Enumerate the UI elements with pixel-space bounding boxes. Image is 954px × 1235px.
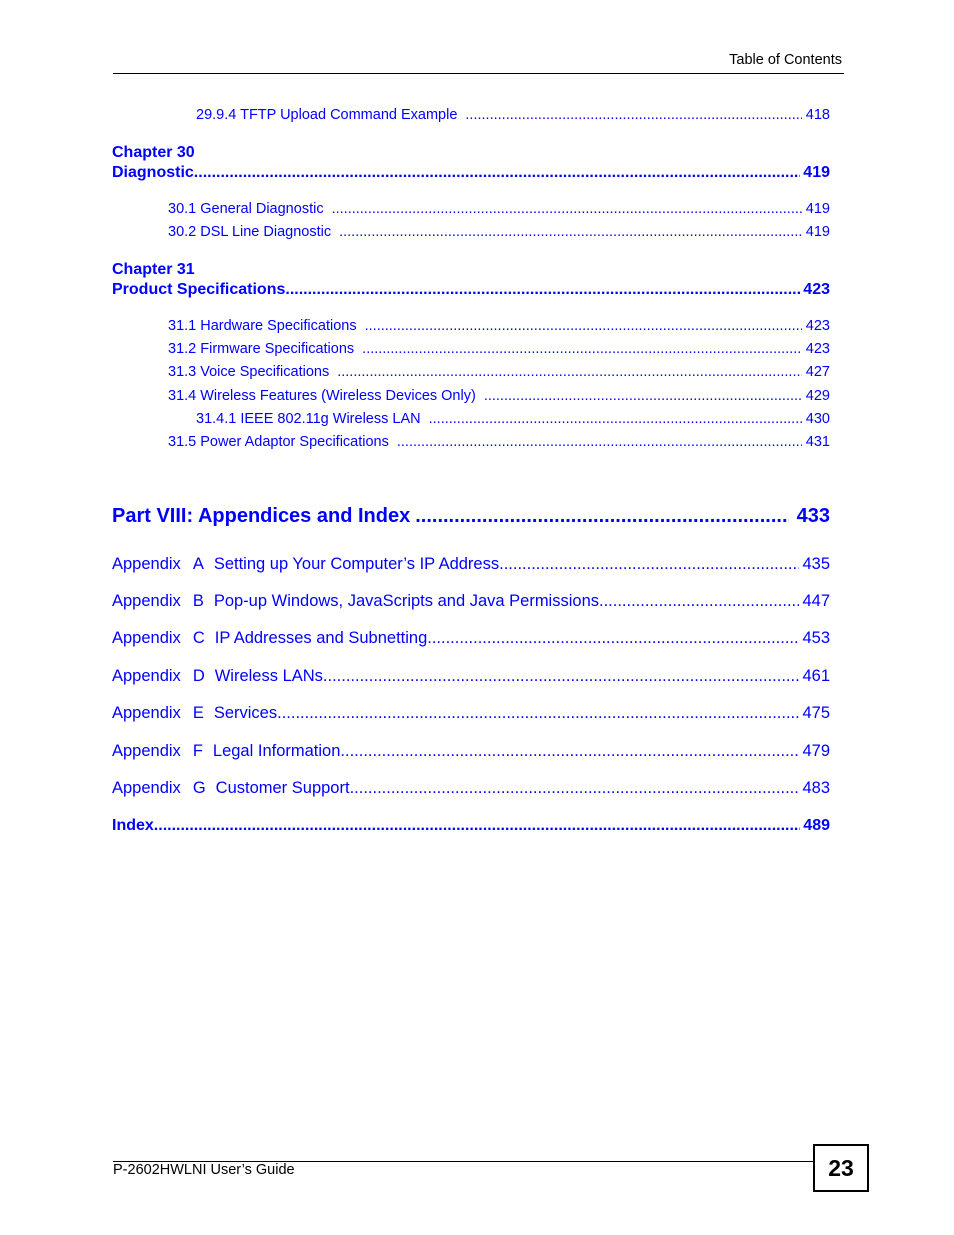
toc-page-number: 423 — [805, 318, 830, 334]
appendix-title: Legal Information — [212, 742, 341, 760]
toc-appendix-c[interactable] — [112, 629, 830, 648]
toc-entry-31-3[interactable] — [168, 364, 830, 380]
toc-entry-label: 31.4 Wireless Features (Wireless Devices Only) — [168, 388, 476, 404]
dot-leader — [154, 817, 801, 835]
toc-entry-label: 31.1 Hardware Specifications — [168, 318, 357, 334]
appendix-letter: A — [192, 555, 204, 573]
dot-leader — [362, 341, 802, 357]
appendix-letter: D — [192, 667, 205, 685]
toc-page-number: 461 — [802, 667, 830, 685]
toc-page-number: 435 — [802, 555, 830, 573]
dot-leader — [337, 364, 802, 380]
toc-part-8[interactable] — [112, 505, 830, 528]
toc-appendix-label — [112, 704, 277, 723]
dot-leader — [285, 281, 800, 299]
appendix-letter: C — [192, 629, 205, 647]
appendix-letter: G — [192, 779, 206, 797]
toc-entry-31-1[interactable] — [168, 318, 830, 334]
header-rule — [113, 73, 844, 74]
toc-appendix-d[interactable] — [112, 667, 830, 686]
toc-entry-label: 30.1 General Diagnostic — [168, 201, 324, 217]
toc-appendix-a[interactable] — [112, 555, 830, 574]
toc-entry-label: 30.2 DSL Line Diagnostic — [168, 224, 332, 240]
appendix-word: Appendix — [112, 555, 181, 573]
toc-entry-31-2[interactable] — [168, 341, 830, 357]
appendix-title: Wireless LANs — [214, 667, 323, 685]
toc-entry-30-1[interactable] — [168, 201, 830, 217]
toc-page-number: 483 — [802, 779, 830, 797]
toc-page-number: 418 — [805, 107, 830, 123]
chapter-31-label: Chapter 31 — [112, 261, 195, 278]
dot-leader — [350, 779, 800, 798]
toc-page-number: 427 — [805, 364, 830, 380]
dot-leader — [429, 411, 802, 427]
appendix-letter: B — [192, 592, 204, 610]
toc-appendix-label — [112, 742, 340, 761]
toc-appendix-f[interactable] — [112, 742, 830, 761]
toc-appendix-g[interactable] — [112, 779, 830, 798]
dot-leader — [340, 742, 799, 761]
toc-page-number: 430 — [805, 411, 830, 427]
toc-entry-label: 29.9.4 TFTP Upload Command Example — [196, 107, 458, 123]
dot-leader — [499, 555, 799, 574]
toc-page-number: 419 — [805, 224, 830, 240]
toc-entry-31-4-1[interactable] — [196, 411, 830, 427]
toc-entry-label: 31.4.1 IEEE 802.11g Wireless LAN — [196, 411, 421, 427]
page-number: 23 — [828, 1154, 854, 1181]
appendix-title: Services — [213, 704, 278, 722]
dot-leader — [323, 667, 800, 686]
toc-entry-31-5[interactable] — [168, 434, 830, 450]
toc-entry-label: 31.3 Voice Specifications — [168, 364, 330, 380]
toc-index[interactable] — [112, 817, 830, 835]
dot-leader — [465, 107, 801, 123]
dot-leader — [365, 318, 802, 334]
toc-appendix-label — [112, 555, 499, 574]
toc-entry-30-2[interactable] — [168, 224, 830, 240]
toc-appendix-label — [112, 592, 599, 611]
toc-chapter-30[interactable] — [112, 164, 830, 182]
toc-page-number: 423 — [805, 341, 830, 357]
toc-chapter-title: Diagnostic — [112, 164, 194, 181]
toc-page-number: 489 — [803, 817, 830, 834]
footer-guide-title: P-2602HWLNI User’s Guide — [113, 1162, 295, 1178]
toc-appendix-label — [112, 629, 427, 648]
toc-page-number: 475 — [802, 704, 830, 722]
dot-leader — [397, 434, 802, 450]
toc-page-number: 419 — [805, 201, 830, 217]
dot-leader — [599, 592, 799, 611]
appendix-word: Appendix — [112, 779, 181, 797]
appendix-title: IP Addresses and Subnetting — [214, 629, 428, 647]
dot-leader — [427, 629, 799, 648]
dot-leader — [332, 201, 802, 217]
appendix-title: Pop-up Windows, JavaScripts and Java Permissions — [213, 592, 599, 610]
page-number-box — [813, 1144, 869, 1192]
toc-appendix-label — [112, 779, 350, 798]
toc-entry-label: 31.2 Firmware Specifications — [168, 341, 355, 357]
toc-page-number: 419 — [803, 164, 830, 181]
toc-appendix-b[interactable] — [112, 592, 830, 611]
appendix-letter: E — [192, 704, 204, 722]
appendix-word: Appendix — [112, 742, 181, 760]
toc-entry-31-4[interactable] — [168, 388, 830, 404]
toc-page-number: 447 — [802, 592, 830, 610]
toc-entry-label: 31.5 Power Adaptor Specifications — [168, 434, 389, 450]
toc-chapter-title: Product Specifications — [112, 281, 286, 298]
toc-page-number: 479 — [802, 742, 830, 760]
toc-chapter-31[interactable] — [112, 281, 830, 299]
toc-entry-29-9-4[interactable] — [196, 107, 830, 123]
dot-leader — [277, 704, 799, 723]
dot-leader — [484, 388, 802, 404]
appendix-word: Appendix — [112, 704, 181, 722]
appendix-title: Setting up Your Computer’s IP Address — [213, 555, 500, 573]
chapter-30-label: Chapter 30 — [112, 144, 195, 161]
toc-appendix-e[interactable] — [112, 704, 830, 723]
dot-leader — [415, 505, 788, 528]
appendix-word: Appendix — [112, 592, 181, 610]
toc-page-number: 423 — [803, 281, 830, 298]
appendix-word: Appendix — [112, 667, 181, 685]
toc-index-title: Index — [112, 817, 154, 834]
appendix-letter: F — [192, 742, 203, 760]
appendix-word: Appendix — [112, 629, 181, 647]
toc-page-number: 431 — [805, 434, 830, 450]
running-header: Table of Contents — [729, 52, 842, 68]
toc-page-number: 433 — [796, 505, 830, 527]
toc-page-number: 429 — [805, 388, 830, 404]
toc-part-title: Part VIII: Appendices and Index — [112, 505, 411, 527]
appendix-title: Customer Support — [215, 779, 350, 797]
dot-leader — [339, 224, 802, 240]
toc-page-number: 453 — [802, 629, 830, 647]
toc-appendix-label — [112, 667, 323, 686]
dot-leader — [194, 164, 801, 182]
